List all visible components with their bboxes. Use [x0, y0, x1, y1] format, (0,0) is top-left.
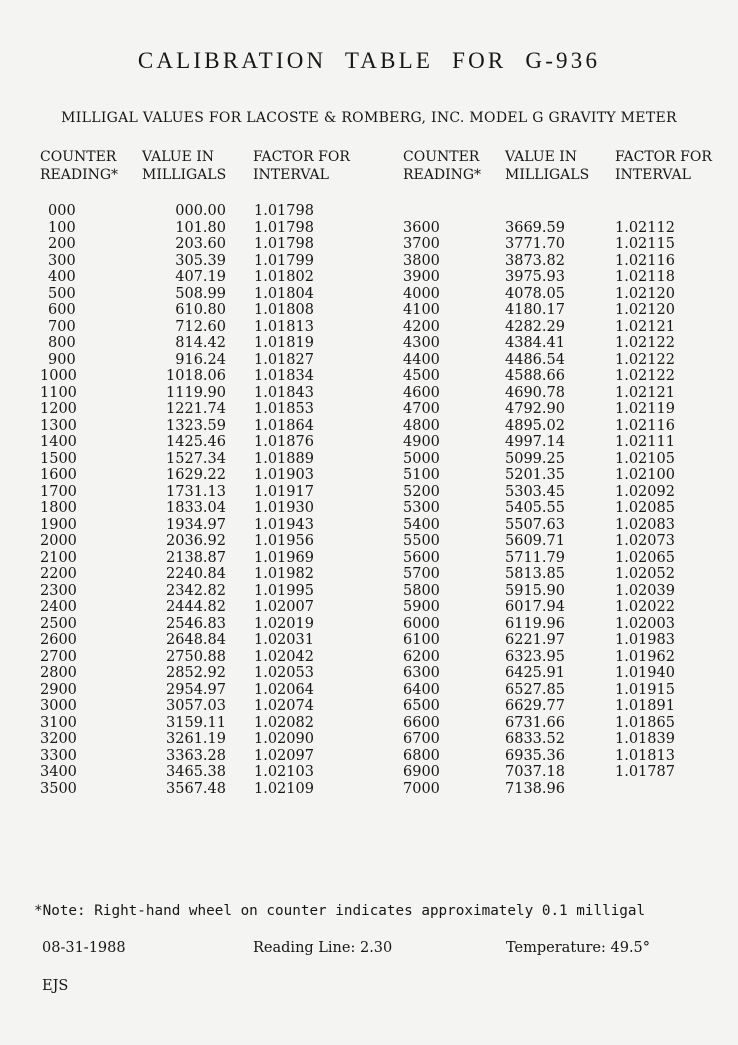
- table-row: [0, 269, 738, 286]
- milligal-value-right: 5507.63: [505, 516, 565, 533]
- counter-reading-left: 1200: [40, 401, 77, 417]
- table-row: [0, 715, 738, 732]
- interval-factor-left: 1.01813: [254, 318, 314, 335]
- counter-reading-right: 3600: [403, 219, 440, 236]
- counter-reading-left: 1400: [40, 434, 77, 450]
- table-row: [0, 352, 738, 369]
- milligal-value-right: 4282.29: [505, 318, 565, 335]
- counter-reading-left: 1900: [40, 516, 77, 533]
- table-row: [0, 319, 738, 336]
- milligal-value-left: 3159.11: [166, 714, 226, 731]
- milligal-value-left: 3261.19: [166, 731, 226, 747]
- interval-factor-left: 1.01798: [254, 203, 314, 219]
- interval-factor-right: 1.01865: [615, 714, 675, 731]
- milligal-value-left: 000.00: [175, 203, 226, 219]
- milligal-value-left: 3363.28: [166, 747, 226, 764]
- counter-reading-right: 6600: [403, 714, 440, 731]
- table-row: [0, 764, 738, 781]
- milligal-value-right: 4792.90: [505, 401, 565, 417]
- milligal-value-right: 4078.05: [505, 285, 565, 302]
- milligal-value-left: 3465.38: [166, 764, 226, 780]
- milligal-value-right: 7138.96: [505, 780, 565, 797]
- header-factor-line2: INTERVAL: [615, 167, 691, 183]
- counter-reading-right: 4000: [403, 285, 440, 302]
- counter-reading-right: 4700: [403, 401, 440, 417]
- interval-factor-right: 1.02122: [615, 335, 675, 351]
- interval-factor-left: 1.01995: [254, 582, 314, 599]
- counter-reading-right: 4200: [403, 318, 440, 335]
- interval-factor-right: 1.02121: [615, 384, 675, 401]
- interval-factor-left: 1.01853: [254, 401, 314, 417]
- footer-temperature: Temperature: 49.5°: [506, 940, 651, 956]
- header-factor-line1: FACTOR FOR: [615, 149, 712, 165]
- interval-factor-right: 1.02121: [615, 318, 675, 335]
- counter-reading-left: 1600: [40, 467, 77, 483]
- milligal-value-left: 101.80: [175, 219, 226, 236]
- table-row: [0, 550, 738, 567]
- counter-reading-left: 700: [48, 318, 76, 335]
- milligal-value-right: 7037.18: [505, 764, 565, 780]
- milligal-value-right: 5915.90: [505, 582, 565, 599]
- header-counter-line2: READING*: [403, 167, 482, 183]
- interval-factor-left: 1.01798: [254, 236, 314, 252]
- header-counter-right: [403, 148, 481, 184]
- interval-factor-left: 1.01843: [254, 384, 314, 401]
- counter-reading-right: 6500: [403, 698, 440, 714]
- counter-reading-right: 4300: [403, 335, 440, 351]
- interval-factor-right: 1.02116: [615, 417, 675, 434]
- footnote: *Note: Right-hand wheel on counter indicates approximately 0.1 milligal: [34, 903, 646, 919]
- interval-factor-left: 1.01827: [254, 351, 314, 368]
- counter-reading-left: 3400: [40, 764, 77, 780]
- milligal-value-right: 6629.77: [505, 698, 565, 714]
- milligal-value-right: 6221.97: [505, 632, 565, 648]
- interval-factor-right: 1.02039: [615, 582, 675, 599]
- milligal-value-left: 2648.84: [166, 632, 226, 648]
- counter-reading-right: 4400: [403, 351, 440, 368]
- counter-reading-right: 6700: [403, 731, 440, 747]
- milligal-value-left: 712.60: [175, 318, 226, 335]
- milligal-value-left: 916.24: [175, 351, 226, 368]
- milligal-value-left: 1934.97: [166, 516, 226, 533]
- table-row: [0, 566, 738, 583]
- counter-reading-left: 1800: [40, 500, 77, 516]
- interval-factor-left: 1.02090: [254, 731, 314, 747]
- table-row: [0, 583, 738, 600]
- interval-factor-right: 1.02022: [615, 599, 675, 615]
- header-factor-line2: INTERVAL: [253, 167, 329, 183]
- milligal-value-right: 6935.36: [505, 747, 565, 764]
- header-value-line2: MILLIGALS: [505, 167, 590, 183]
- milligal-value-left: 203.60: [175, 236, 226, 252]
- milligal-value-right: 5711.79: [505, 549, 565, 566]
- interval-factor-right: 1.02122: [615, 351, 675, 368]
- counter-reading-left: 1700: [40, 483, 77, 500]
- interval-factor-right: 1.01891: [615, 698, 675, 714]
- interval-factor-left: 1.01903: [254, 467, 314, 483]
- header-value-line1: VALUE IN: [142, 149, 215, 165]
- counter-reading-right: 4500: [403, 368, 440, 384]
- header-value-line1: VALUE IN: [505, 149, 578, 165]
- counter-reading-right: 7000: [403, 780, 440, 797]
- counter-reading-left: 2200: [40, 566, 77, 582]
- milligal-value-right: 3873.82: [505, 252, 565, 269]
- milligal-value-left: 2342.82: [166, 582, 226, 599]
- counter-reading-left: 300: [48, 252, 76, 269]
- milligal-value-right: 4997.14: [505, 434, 565, 450]
- counter-reading-right: 3900: [403, 269, 440, 285]
- table-row: [0, 203, 738, 220]
- interval-factor-left: 1.02097: [254, 747, 314, 764]
- interval-factor-right: 1.02112: [615, 219, 675, 236]
- counter-reading-right: 6900: [403, 764, 440, 780]
- counter-reading-right: 4600: [403, 384, 440, 401]
- milligal-value-right: 3771.70: [505, 236, 565, 252]
- table-row: [0, 253, 738, 270]
- counter-reading-right: 6800: [403, 747, 440, 764]
- milligal-value-right: 6119.96: [505, 615, 565, 632]
- interval-factor-left: 1.01930: [254, 500, 314, 516]
- milligal-value-right: 4690.78: [505, 384, 565, 401]
- counter-reading-left: 3500: [40, 780, 77, 797]
- counter-reading-right: 4100: [403, 302, 440, 318]
- table-row: [0, 533, 738, 550]
- counter-reading-right: 6400: [403, 681, 440, 698]
- interval-factor-right: 1.02122: [615, 368, 675, 384]
- header-value-line2: MILLIGALS: [142, 167, 227, 183]
- interval-factor-right: 1.01787: [615, 764, 675, 780]
- counter-reading-left: 2900: [40, 681, 77, 698]
- milligal-value-left: 814.42: [175, 335, 226, 351]
- counter-reading-right: 5200: [403, 483, 440, 500]
- table-row: [0, 665, 738, 682]
- counter-reading-left: 2000: [40, 533, 77, 549]
- counter-reading-left: 2400: [40, 599, 77, 615]
- interval-factor-right: 1.02073: [615, 533, 675, 549]
- counter-reading-left: 600: [48, 302, 76, 318]
- counter-reading-left: 900: [48, 351, 76, 368]
- header-counter-left: [40, 148, 118, 184]
- page-title: CALIBRATION TABLE FOR G-936: [137, 48, 601, 73]
- counter-reading-left: 1500: [40, 450, 77, 467]
- interval-factor-left: 1.02042: [254, 648, 314, 665]
- milligal-value-left: 1833.04: [166, 500, 226, 516]
- interval-factor-right: 1.02003: [615, 615, 675, 632]
- milligal-value-left: 1527.34: [166, 450, 226, 467]
- counter-reading-right: 4900: [403, 434, 440, 450]
- header-counter-line1: COUNTER: [403, 149, 480, 165]
- interval-factor-left: 1.01889: [254, 450, 314, 467]
- interval-factor-right: 1.02085: [615, 500, 675, 516]
- interval-factor-right: 1.02111: [615, 434, 675, 450]
- interval-factor-right: 1.02119: [615, 401, 675, 417]
- interval-factor-right: 1.01940: [615, 665, 675, 681]
- milligal-value-left: 2444.82: [166, 599, 226, 615]
- interval-factor-left: 1.02103: [254, 764, 314, 780]
- table-row: [0, 781, 738, 798]
- interval-factor-left: 1.01876: [254, 434, 314, 450]
- table-row: [0, 649, 738, 666]
- interval-factor-left: 1.01982: [254, 566, 314, 582]
- counter-reading-left: 1100: [40, 384, 77, 401]
- table-row: [0, 302, 738, 319]
- table-row: [0, 401, 738, 418]
- counter-reading-right: 6100: [403, 632, 440, 648]
- interval-factor-right: 1.02105: [615, 450, 675, 467]
- interval-factor-right: 1.02120: [615, 285, 675, 302]
- milligal-value-right: 4384.41: [505, 335, 565, 351]
- milligal-value-left: 1018.06: [166, 368, 226, 384]
- milligal-value-right: 5813.85: [505, 566, 565, 582]
- counter-reading-right: 6300: [403, 665, 440, 681]
- milligal-value-right: 6731.66: [505, 714, 565, 731]
- counter-reading-left: 2700: [40, 648, 77, 665]
- interval-factor-left: 1.01798: [254, 219, 314, 236]
- counter-reading-left: 2500: [40, 615, 77, 632]
- milligal-value-right: 4895.02: [505, 417, 565, 434]
- milligal-value-left: 2750.88: [166, 648, 226, 665]
- table-row: [0, 632, 738, 649]
- interval-factor-left: 1.01808: [254, 302, 314, 318]
- interval-factor-right: 1.01813: [615, 747, 675, 764]
- milligal-value-right: 5099.25: [505, 450, 565, 467]
- header-factor-line1: FACTOR FOR: [253, 149, 350, 165]
- counter-reading-left: 3000: [40, 698, 77, 714]
- interval-factor-right: 1.01915: [615, 681, 675, 698]
- milligal-value-left: 3057.03: [166, 698, 226, 714]
- calibration-table: [0, 203, 738, 797]
- milligal-value-left: 508.99: [175, 285, 226, 302]
- milligal-value-right: 5609.71: [505, 533, 565, 549]
- counter-reading-right: 5500: [403, 533, 440, 549]
- table-row: [0, 236, 738, 253]
- table-row: [0, 616, 738, 633]
- counter-reading-left: 2600: [40, 632, 77, 648]
- interval-factor-right: 1.01962: [615, 648, 675, 665]
- interval-factor-left: 1.01969: [254, 549, 314, 566]
- milligal-value-right: 4588.66: [505, 368, 565, 384]
- milligal-value-left: 610.80: [175, 302, 226, 318]
- counter-reading-right: 3800: [403, 252, 440, 269]
- interval-factor-left: 1.01943: [254, 516, 314, 533]
- header-counter-line1: COUNTER: [40, 149, 117, 165]
- counter-reading-right: 5700: [403, 566, 440, 582]
- header-factor-left: [253, 148, 350, 184]
- counter-reading-right: 3700: [403, 236, 440, 252]
- interval-factor-left: 1.01819: [254, 335, 314, 351]
- interval-factor-left: 1.01956: [254, 533, 314, 549]
- milligal-value-left: 305.39: [175, 252, 226, 269]
- counter-reading-left: 500: [48, 285, 76, 302]
- milligal-value-left: 1425.46: [166, 434, 226, 450]
- footer-reading-line: Reading Line: 2.30: [253, 940, 393, 956]
- milligal-value-right: 5405.55: [505, 500, 565, 516]
- table-row: [0, 418, 738, 435]
- counter-reading-left: 1000: [40, 368, 77, 384]
- interval-factor-left: 1.01802: [254, 269, 314, 285]
- counter-reading-right: 4800: [403, 417, 440, 434]
- milligal-value-right: 6323.95: [505, 648, 565, 665]
- table-row: [0, 599, 738, 616]
- table-row: [0, 500, 738, 517]
- interval-factor-left: 1.02019: [254, 615, 314, 632]
- counter-reading-left: 3100: [40, 714, 77, 731]
- milligal-value-left: 2852.92: [166, 665, 226, 681]
- interval-factor-left: 1.02082: [254, 714, 314, 731]
- interval-factor-right: 1.02120: [615, 302, 675, 318]
- milligal-value-right: 4486.54: [505, 351, 565, 368]
- table-row: [0, 385, 738, 402]
- counter-reading-left: 000: [48, 203, 76, 219]
- interval-factor-right: 1.02052: [615, 566, 675, 582]
- counter-reading-left: 2300: [40, 582, 77, 599]
- interval-factor-left: 1.02064: [254, 681, 314, 698]
- table-row: [0, 434, 738, 451]
- milligal-value-left: 2546.83: [166, 615, 226, 632]
- interval-factor-right: 1.01983: [615, 632, 675, 648]
- counter-reading-left: 2100: [40, 549, 77, 566]
- interval-factor-left: 1.01804: [254, 285, 314, 302]
- interval-factor-left: 1.02074: [254, 698, 314, 714]
- counter-reading-right: 5900: [403, 599, 440, 615]
- interval-factor-right: 1.01839: [615, 731, 675, 747]
- counter-reading-right: 5300: [403, 500, 440, 516]
- interval-factor-left: 1.01799: [254, 252, 314, 269]
- counter-reading-left: 400: [48, 269, 76, 285]
- milligal-value-left: 1119.90: [166, 384, 226, 401]
- footer-date: 08-31-1988: [42, 940, 126, 956]
- table-row: [0, 220, 738, 237]
- milligal-value-left: 2138.87: [166, 549, 226, 566]
- interval-factor-left: 1.01864: [254, 417, 314, 434]
- counter-reading-left: 3300: [40, 747, 77, 764]
- counter-reading-right: 6000: [403, 615, 440, 632]
- milligal-value-right: 4180.17: [505, 302, 565, 318]
- milligal-value-left: 1323.59: [166, 417, 226, 434]
- table-row: [0, 698, 738, 715]
- table-row: [0, 335, 738, 352]
- counter-reading-left: 200: [48, 236, 76, 252]
- author-initials: EJS: [42, 978, 69, 994]
- counter-reading-right: 5600: [403, 549, 440, 566]
- interval-factor-left: 1.02031: [254, 632, 314, 648]
- milligal-value-right: 6425.91: [505, 665, 565, 681]
- milligal-value-right: 6833.52: [505, 731, 565, 747]
- milligal-value-right: 6527.85: [505, 681, 565, 698]
- counter-reading-right: 5400: [403, 516, 440, 533]
- interval-factor-right: 1.02116: [615, 252, 675, 269]
- header-value-left: [142, 148, 226, 184]
- header-value-right: [505, 148, 589, 184]
- interval-factor-right: 1.02100: [615, 467, 675, 483]
- header-factor-right: [615, 148, 712, 184]
- interval-factor-left: 1.01917: [254, 483, 314, 500]
- counter-reading-right: 6200: [403, 648, 440, 665]
- table-row: [0, 467, 738, 484]
- milligal-value-left: 1731.13: [166, 483, 226, 500]
- milligal-value-left: 2954.97: [166, 681, 226, 698]
- counter-reading-left: 3200: [40, 731, 77, 747]
- interval-factor-right: 1.02118: [615, 269, 675, 285]
- counter-reading-right: 5800: [403, 582, 440, 599]
- milligal-value-left: 3567.48: [166, 780, 226, 797]
- milligal-value-left: 407.19: [175, 269, 226, 285]
- milligal-value-right: 5303.45: [505, 483, 565, 500]
- milligal-value-left: 2036.92: [166, 533, 226, 549]
- interval-factor-right: 1.02115: [615, 236, 675, 252]
- interval-factor-left: 1.02053: [254, 665, 314, 681]
- milligal-value-right: 3669.59: [505, 219, 565, 236]
- table-row: [0, 682, 738, 699]
- milligal-value-right: 3975.93: [505, 269, 565, 285]
- counter-reading-right: 5100: [403, 467, 440, 483]
- interval-factor-right: 1.02065: [615, 549, 675, 566]
- counter-reading-left: 800: [48, 335, 76, 351]
- milligal-value-left: 1221.74: [166, 401, 226, 417]
- table-row: [0, 286, 738, 303]
- milligal-value-left: 2240.84: [166, 566, 226, 582]
- counter-reading-left: 1300: [40, 417, 77, 434]
- interval-factor-left: 1.02007: [254, 599, 314, 615]
- page-subtitle: MILLIGAL VALUES FOR LACOSTE & ROMBERG, INC. MODEL G GRAVITY METER: [61, 110, 677, 126]
- interval-factor-left: 1.02109: [254, 780, 314, 797]
- milligal-value-right: 5201.35: [505, 467, 565, 483]
- interval-factor-right: 1.02083: [615, 516, 675, 533]
- milligal-value-left: 1629.22: [166, 467, 226, 483]
- header-counter-line2: READING*: [40, 167, 119, 183]
- counter-reading-right: 5000: [403, 450, 440, 467]
- counter-reading-left: 100: [48, 219, 76, 236]
- milligal-value-right: 6017.94: [505, 599, 565, 615]
- counter-reading-left: 2800: [40, 665, 77, 681]
- table-row: [0, 748, 738, 765]
- interval-factor-left: 1.01834: [254, 368, 314, 384]
- interval-factor-right: 1.02092: [615, 483, 675, 500]
- table-row: [0, 484, 738, 501]
- table-row: [0, 731, 738, 748]
- table-row: [0, 517, 738, 534]
- table-row: [0, 451, 738, 468]
- table-row: [0, 368, 738, 385]
